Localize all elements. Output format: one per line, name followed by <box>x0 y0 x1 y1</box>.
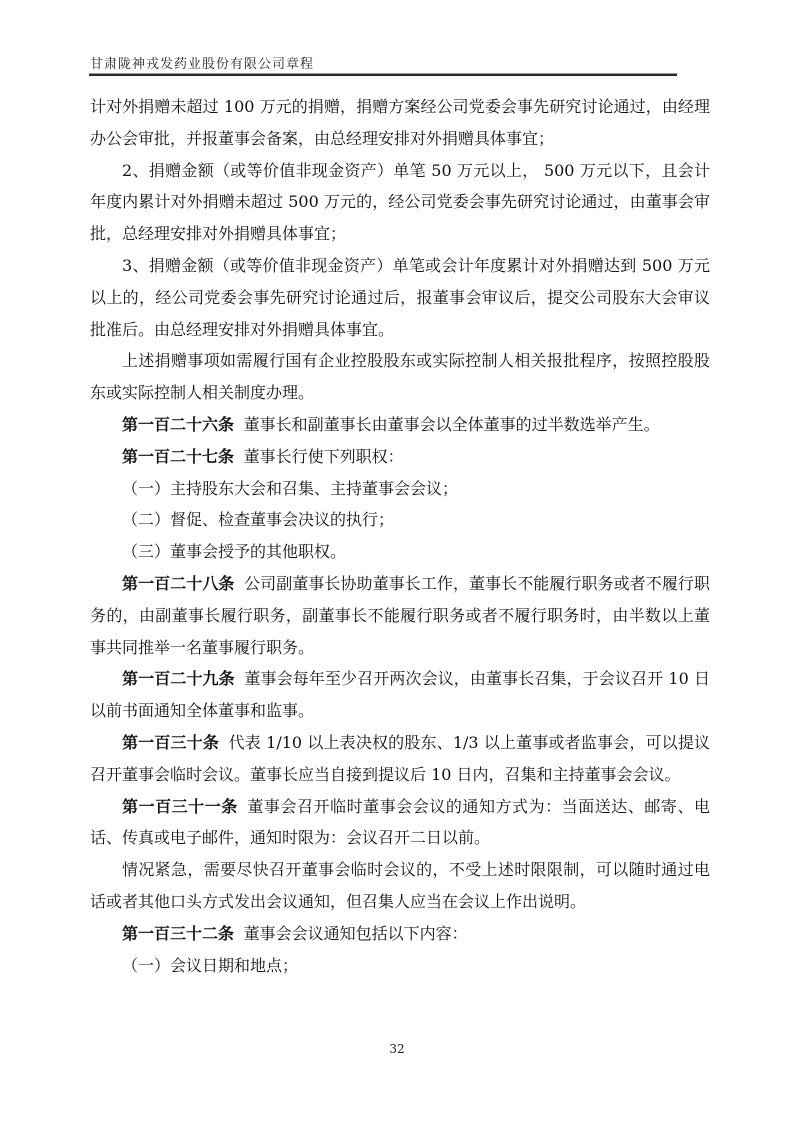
paragraph <box>90 91 710 155</box>
paragraph-text: 董事会每年至少召开两次会议，由董事长召集，于会议召开 10 日以前书面通知全体董事和监事。 <box>90 669 710 721</box>
paragraph-text: 计对外捐赠未超过 100 万元的捐赠，捐赠方案经公司党委会事先研究讨论通过，由经理办公会审批，并报董事会备案，由总经理安排对外捐赠具体事宜； <box>90 97 710 148</box>
paragraph <box>90 504 710 536</box>
paragraph <box>90 918 710 950</box>
paragraph <box>90 250 710 345</box>
paragraph-text: 董事长行使下列职权： <box>243 446 404 466</box>
paragraph-text: 董事会会议通知包括以下内容： <box>243 923 468 943</box>
paragraph-text: （三）董事会授予的其他职权。 <box>122 542 347 562</box>
paragraph-text: 情况紧急，需要尽快召开董事会临时会议的，不受上述时限限制，可以随时通过电话或者其他口头方式发出会议通知，但召集人应当在会议上作出说明。 <box>90 860 710 911</box>
article-number: 第一百三十条 <box>122 732 219 752</box>
paragraph-text: 2、捐赠金额（或等价值非现金资产）单笔 50 万元以上， 500 万元以下，且会计年度内累计对外捐赠未超过 500 万元的，经公司党委会事先研究讨论通过，由董事会审批，总经理安排对外捐赠具体事宜； <box>90 160 710 244</box>
article-number: 第一百三十一条 <box>122 796 238 816</box>
paragraph-text: 3、捐赠金额（或等价值非现金资产）单笔或会计年度累计对外捐赠达到 500 万元以上的，经公司党委会事先研究讨论通过后，报董事会审议后，提交公司股东大会审议批准后。由总经理安排对外捐赠具体事宜。 <box>90 255 710 339</box>
paragraph-text: （一）主持股东大会和召集、主持董事会会议； <box>122 478 459 498</box>
paragraph <box>90 791 710 855</box>
paragraph-text: （一）会议日期和地点； <box>122 955 299 975</box>
article-number: 第一百二十六条 <box>122 414 235 434</box>
paragraph <box>90 663 710 727</box>
paragraph-text: （二）督促、检查董事会决议的执行； <box>122 510 395 530</box>
header-title: 甘肃陇神戎发药业股份有限公司章程 <box>90 57 315 72</box>
paragraph <box>90 568 710 663</box>
paragraph-text: 上述捐赠事项如需履行国有企业控股股东或实际控制人相关报批程序，按照控股股东或实际控制人相关制度办理。 <box>90 351 710 403</box>
paragraph <box>90 155 710 250</box>
paragraph-text: 代表 1/10 以上表决权的股东、1/3 以上董事或者监事会，可以提议召开董事会临时会议。董事长应当自接到提议后 10 日内，召集和主持董事会会议。 <box>90 732 710 784</box>
paragraph <box>90 854 710 918</box>
paragraph <box>90 441 710 473</box>
paragraph-text: 公司副董事长协助董事长工作，董事长不能履行职务或者不履行职务的，由副董事长履行职务，副董事长不能履行职务或者不履行职务时，由半数以上董事共同推举一名董事履行职务。 <box>90 573 710 657</box>
article-number: 第一百二十八条 <box>122 573 235 593</box>
article-number: 第一百三十二条 <box>122 923 235 943</box>
article-number: 第一百二十九条 <box>122 669 235 689</box>
page-number: 32 <box>389 1042 405 1056</box>
paragraph <box>90 950 710 982</box>
article-number: 第一百二十七条 <box>122 446 235 466</box>
document-body <box>90 91 710 981</box>
paragraph <box>90 727 710 791</box>
paragraph <box>90 536 710 568</box>
paragraph <box>90 345 710 409</box>
page-footer <box>0 1038 794 1057</box>
paragraph <box>90 409 710 441</box>
paragraph <box>90 473 710 505</box>
paragraph-text: 董事会召开临时董事会会议的通知方式为：当面送达、邮寄、电话、传真或电子邮件，通知时限为：会议召开二日以前。 <box>90 796 710 848</box>
paragraph-text: 董事长和副董事长由董事会以全体董事的过半数选举产生。 <box>243 414 660 434</box>
header-divider <box>89 73 677 76</box>
